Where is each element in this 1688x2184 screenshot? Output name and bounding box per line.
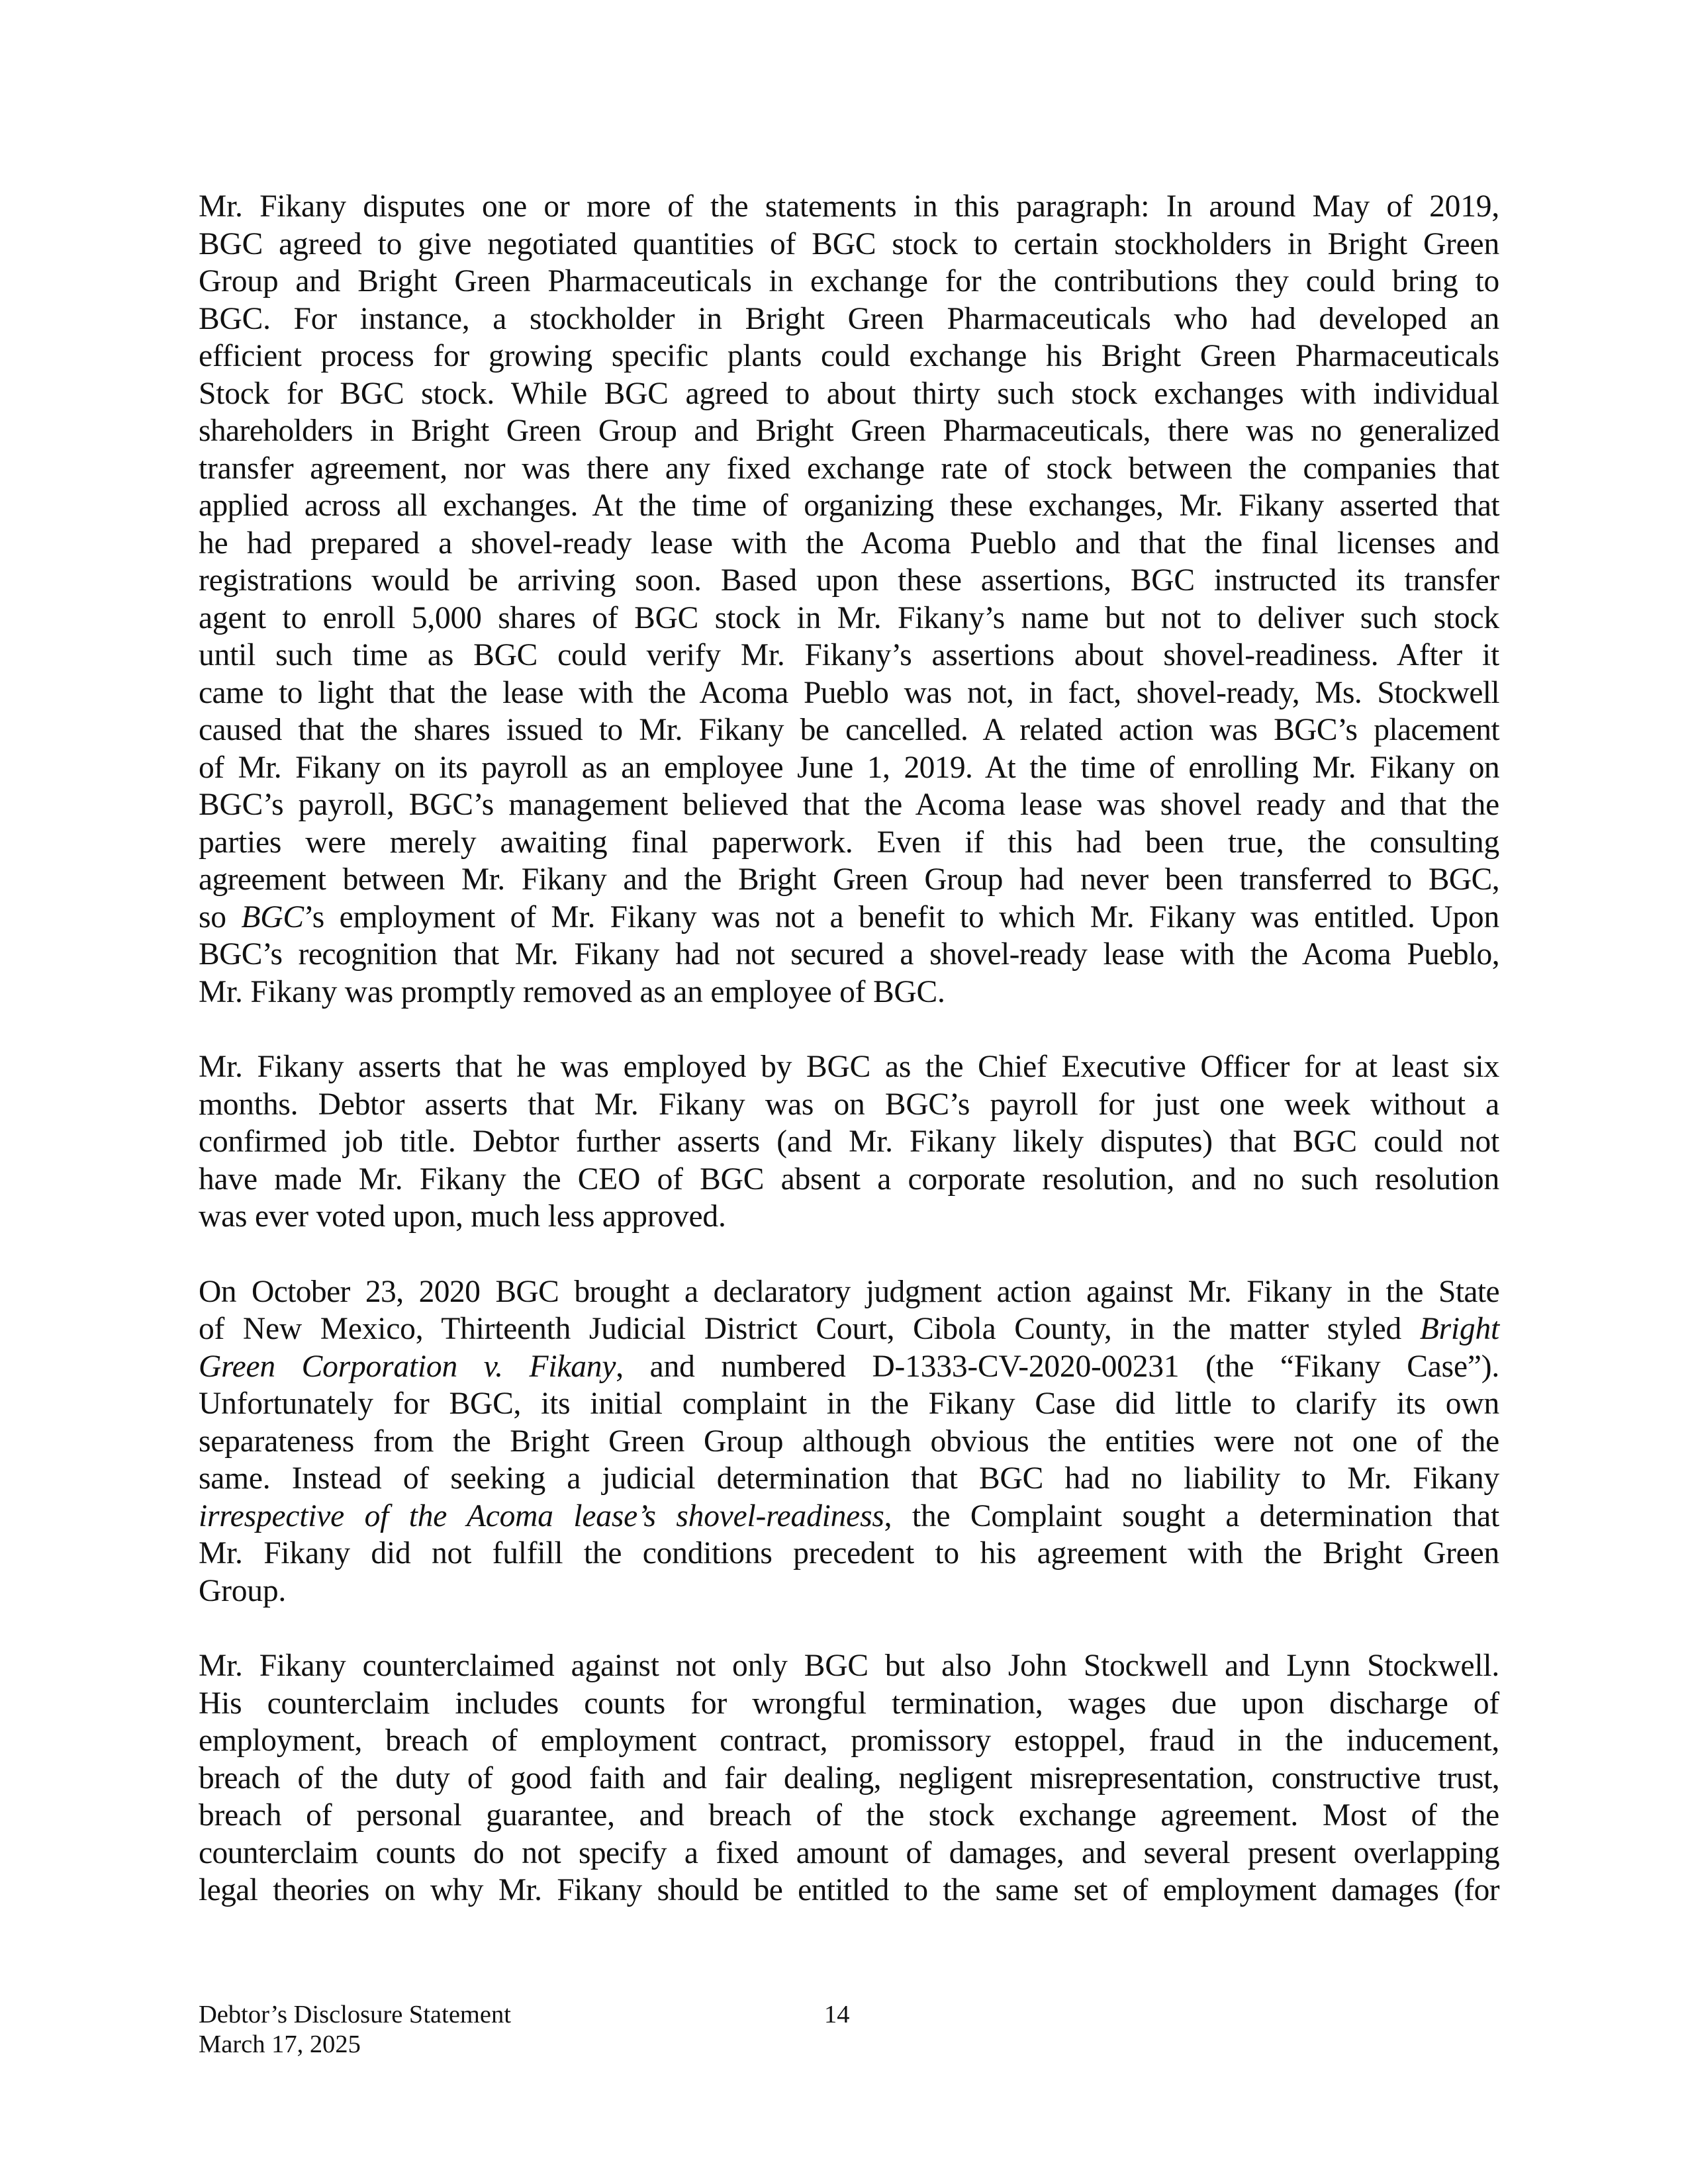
text-line: His counterclaim includes counts for wrongful termination, wages due upon discharge of <box>199 1686 1499 1721</box>
italic-text: Green Corporation v. Fikany <box>199 1349 616 1384</box>
text-line: caused that the shares issued to Mr. Fikany be cancelled. A related action was BGC’s placement <box>199 713 1499 747</box>
text-line: On October 23, 2020 BGC brought a declaratory judgment action against Mr. Fikany in the State <box>199 1274 1499 1309</box>
text-line: parties were merely awaiting final paperwork. Even if this had been true, the consulting <box>199 825 1499 860</box>
text-line: BGC’s payroll, BGC’s management believed that the Acoma lease was shovel ready and that the <box>199 788 1499 822</box>
text-line: employment, breach of employment contract, promissory estoppel, fraud in the inducement, <box>199 1723 1499 1758</box>
text-line <box>199 899 1499 936</box>
paragraph-3 <box>199 1273 1499 1610</box>
text-line: counterclaim counts do not specify a fixed amount of damages, and several present overlapping <box>199 1835 1499 1870</box>
text-line: Mr. Fikany was promptly removed as an employee of BGC. <box>199 974 945 1009</box>
text-line <box>199 1498 1499 1535</box>
text-line: Unfortunately for BGC, its initial complaint in the Fikany Case did little to clarify its own <box>199 1387 1499 1421</box>
paragraph-1 <box>199 188 1499 1011</box>
footer-document-date: March 17, 2025 <box>199 2030 361 2058</box>
text-line: came to light that the lease with the Acoma Pueblo was not, in fact, shovel-ready, Ms. Stockwell <box>199 675 1499 710</box>
text-line: legal theories on why Mr. Fikany should be entitled to the same set of employment damages (for <box>199 1873 1499 1907</box>
text-line: same. Instead of seeking a judicial determination that BGC had no liability to Mr. Fikany <box>199 1461 1499 1496</box>
text-line: he had prepared a shovel-ready lease with the Acoma Pueblo and that the final licenses and <box>199 525 1499 561</box>
text-line: Mr. Fikany asserts that he was employed by BGC as the Chief Executive Officer for at least six <box>199 1050 1499 1084</box>
text-line: shareholders in Bright Green Group and Bright Green Pharmaceuticals, there was no generalized <box>199 414 1499 448</box>
text-line <box>199 1348 1499 1386</box>
text-line: confirmed job title. Debtor further asserts (and Mr. Fikany likely disputes) that BGC could not <box>199 1124 1499 1159</box>
text-run: of New Mexico, Thirteenth Judicial District Court, Cibola County, in the matter styled <box>199 1312 1420 1346</box>
text-line: until such time as BGC could verify Mr. Fikany’s assertions about shovel-readiness. After it <box>199 638 1499 672</box>
text-line: Mr. Fikany disputes one or more of the statements in this paragraph: In around May of 2019, <box>199 189 1499 224</box>
page-number: 14 <box>824 2001 850 2028</box>
text-line: agreement between Mr. Fikany and the Bright Green Group had never been transferred to BGC, <box>199 862 1499 897</box>
text-line: Group and Bright Green Pharmaceuticals in exchange for the contributions they could bring to <box>199 264 1499 298</box>
text-line: agent to enroll 5,000 shares of BGC stock in Mr. Fikany’s name but not to deliver such stock <box>199 600 1499 635</box>
text-line: breach of the duty of good faith and fair dealing, negligent misrepresentation, constructive trust, <box>199 1760 1499 1796</box>
text-line: months. Debtor asserts that Mr. Fikany was on BGC’s payroll for just one week without a <box>199 1087 1499 1122</box>
text-line: BGC. For instance, a stockholder in Bright Green Pharmaceuticals who had developed an <box>199 301 1499 336</box>
text-run: , the Complaint sought a determination that <box>884 1498 1499 1533</box>
text-line: Mr. Fikany counterclaimed against not only BGC but also John Stockwell and Lynn Stockwell. <box>199 1649 1499 1683</box>
text-line: Mr. Fikany did not fulfill the conditions precedent to his agreement with the Bright Green <box>199 1536 1499 1570</box>
text-line: Group. <box>199 1573 287 1608</box>
italic-text: irrespective of the Acoma lease’s shovel-readiness <box>199 1498 884 1533</box>
text-run: ’s employment of Mr. Fikany was not a benefit to which Mr. Fikany was entitled. Upon <box>303 899 1499 934</box>
text-run: so <box>199 899 242 934</box>
text-run: , and numbered D-1333-CV-2020-00231 (the “Fikany Case”). <box>616 1349 1500 1384</box>
text-line: registrations would be arriving soon. Based upon these assertions, BGC instructed its transfer <box>199 563 1499 598</box>
text-line: applied across all exchanges. At the time of organizing these exchanges, Mr. Fikany asserted that <box>199 488 1499 523</box>
text-line <box>199 1310 1499 1348</box>
text-line: BGC agreed to give negotiated quantities of BGC stock to certain stockholders in Bright Green <box>199 226 1499 261</box>
paragraph-4 <box>199 1647 1499 1909</box>
footer-document-title: Debtor’s Disclosure Statement <box>199 2001 511 2028</box>
italic-text: BGC <box>241 899 304 934</box>
text-line: was ever voted upon, much less approved. <box>199 1199 726 1234</box>
text-line: transfer agreement, nor was there any fixed exchange rate of stock between the companies that <box>199 451 1499 486</box>
text-line: separateness from the Bright Green Group although obvious the entities were not one of the <box>199 1424 1499 1459</box>
text-line: of Mr. Fikany on its payroll as an employee June 1, 2019. At the time of enrolling Mr. Fikany on <box>199 750 1499 785</box>
text-line: have made Mr. Fikany the CEO of BGC absent a corporate resolution, and no such resolution <box>199 1161 1499 1197</box>
text-line: breach of personal guarantee, and breach of the stock exchange agreement. Most of the <box>199 1798 1499 1833</box>
text-line: BGC’s recognition that Mr. Fikany had not secured a shovel-ready lease with the Acoma Pueblo, <box>199 937 1499 972</box>
paragraph-2 <box>199 1048 1499 1236</box>
italic-text: Bright <box>1419 1312 1499 1346</box>
text-line: efficient process for growing specific plants could exchange his Bright Green Pharmaceuticals <box>199 339 1499 373</box>
document-body <box>199 188 1499 1947</box>
text-line: Stock for BGC stock. While BGC agreed to about thirty such stock exchanges with individual <box>199 376 1499 411</box>
